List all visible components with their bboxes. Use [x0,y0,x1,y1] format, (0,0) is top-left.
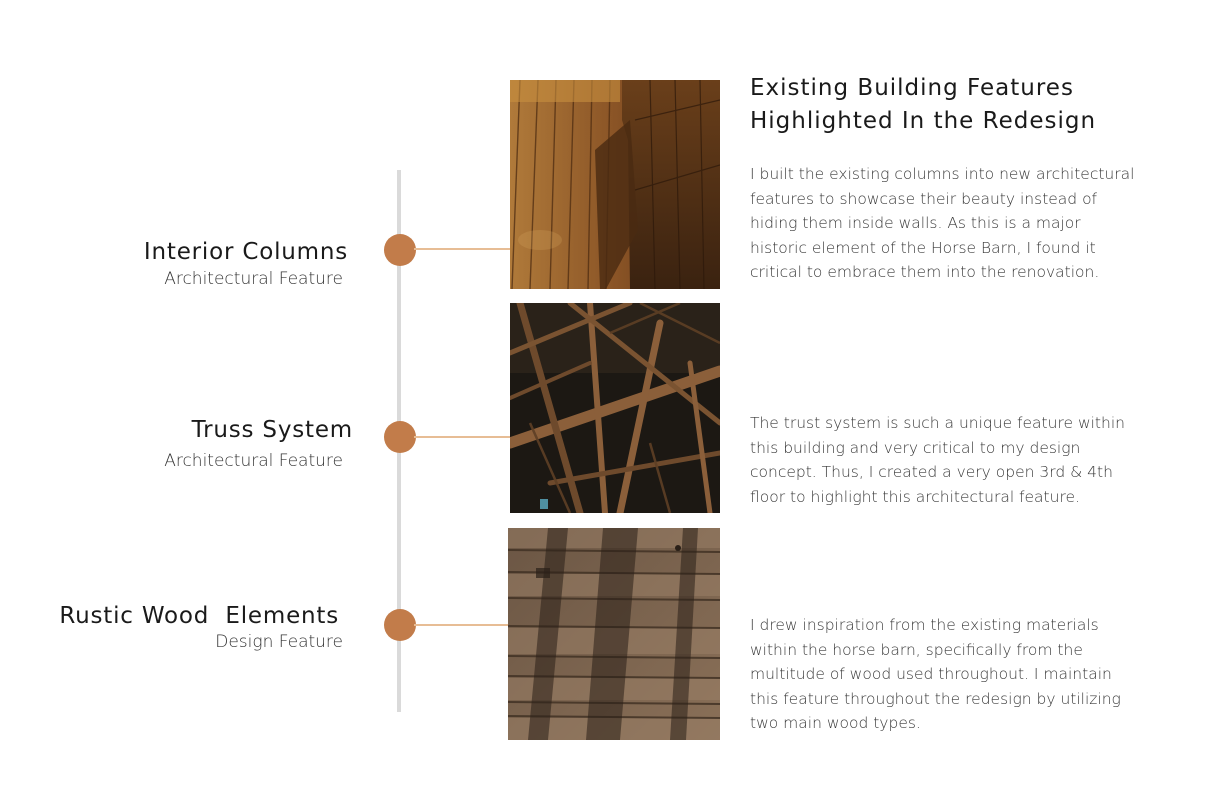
connector-rustic-wood [414,624,508,626]
connector-interior-columns [414,248,510,250]
photo-truss-system [510,303,720,513]
description-rustic-wood: I drew inspiration from the existing materials within the horse barn, specifically from the multitude of wood used throughout. I maintain this feature throughout the redesign by utilizing two main wood types. [750,616,1121,733]
connector-truss-system [414,436,510,438]
feature-subtitle-truss-system: Architectural Feature [164,451,343,471]
feature-title-rustic-wood: Rustic Wood Elements [59,603,339,629]
description-truss-system: The trust system is such a unique feature within this building and very critical to my design concept. Thus, I created a very open 3rd & 4th floor to highlight this architectural feature. [750,414,1125,506]
feature-title-truss-system: Truss System [191,417,353,443]
feature-subtitle-rustic-wood: Design Feature [215,632,343,652]
timeline-dot-interior-columns [384,234,416,266]
photo-interior-columns [510,80,720,289]
page-heading [750,72,1190,138]
page-heading-line2: Highlighted In the Redesign [750,108,1097,134]
timeline-dot-rustic-wood [384,609,416,641]
feature-title-interior-columns: Interior Columns [143,239,348,265]
page-heading-line1: Existing Building Features [750,75,1074,101]
photo-rustic-wood [508,528,720,740]
description-interior-columns: I built the existing columns into new architectural features to showcase their beauty instead of hiding them inside walls. As this is a major historic element of the Horse Barn, I found it critical to embrace them into the renovation. [750,165,1135,282]
feature-subtitle-interior-columns: Architectural Feature [164,269,343,289]
timeline-dot-truss-system [384,421,416,453]
